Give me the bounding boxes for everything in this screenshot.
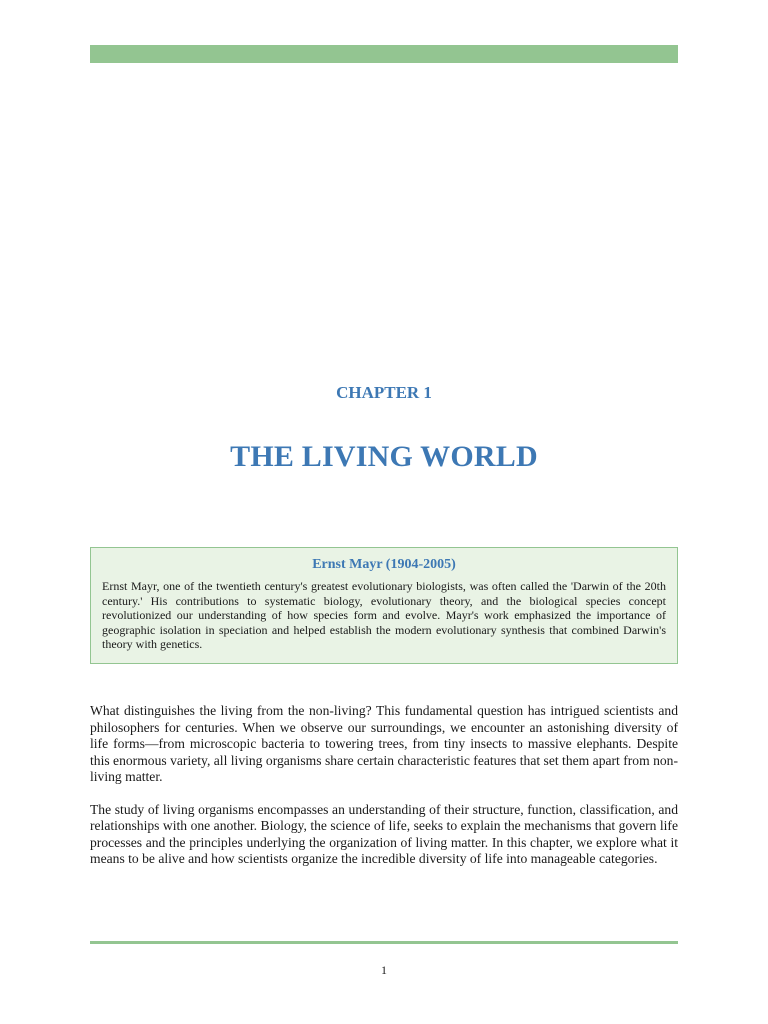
top-decorative-bar <box>90 45 678 63</box>
body-paragraph: The study of living organisms encompasses an understanding of their structure, function, classification, and relationships with one another. Biology, the science of life, seeks to explain the mechanisms that govern life processes and the principles underlying the organization of living matter. In this chapter, we explore what it means to be alive and how scientists organize the incredible diversity of life into manageable categories. <box>90 801 678 866</box>
biography-box <box>90 547 678 664</box>
chapter-label: CHAPTER 1 <box>336 383 432 402</box>
footer-rule <box>90 941 678 944</box>
page-number: 1 <box>381 963 387 977</box>
body-paragraph: What distinguishes the living from the non-living? This fundamental question has intrigued scientists and philosophers for centuries. When we observe our surroundings, we encounter an astonishing diversity of life forms—from microscopic bacteria to towering trees, from tiny insects to massive elephants. Despite this enormous variety, all living organisms share certain characteristic features that set them apart from non-living matter. <box>90 703 678 784</box>
biography-text: Ernst Mayr, one of the twentieth century's greatest evolutionary biologists, was often called the 'Darwin of the 20th century.' His contributions to systematic biology, evolutionary theory, and the biological species concept revolutionized our understanding of how species form and evolve. Mayr's work emphasized the importance of geographic isolation in speciation and helped establish the modern evolutionary synthesis that combined Darwin's theory with genetics. <box>102 579 666 652</box>
chapter-title: THE LIVING WORLD <box>230 440 538 474</box>
body-text <box>90 703 678 884</box>
biography-name: Ernst Mayr (1904-2005) <box>312 557 456 572</box>
